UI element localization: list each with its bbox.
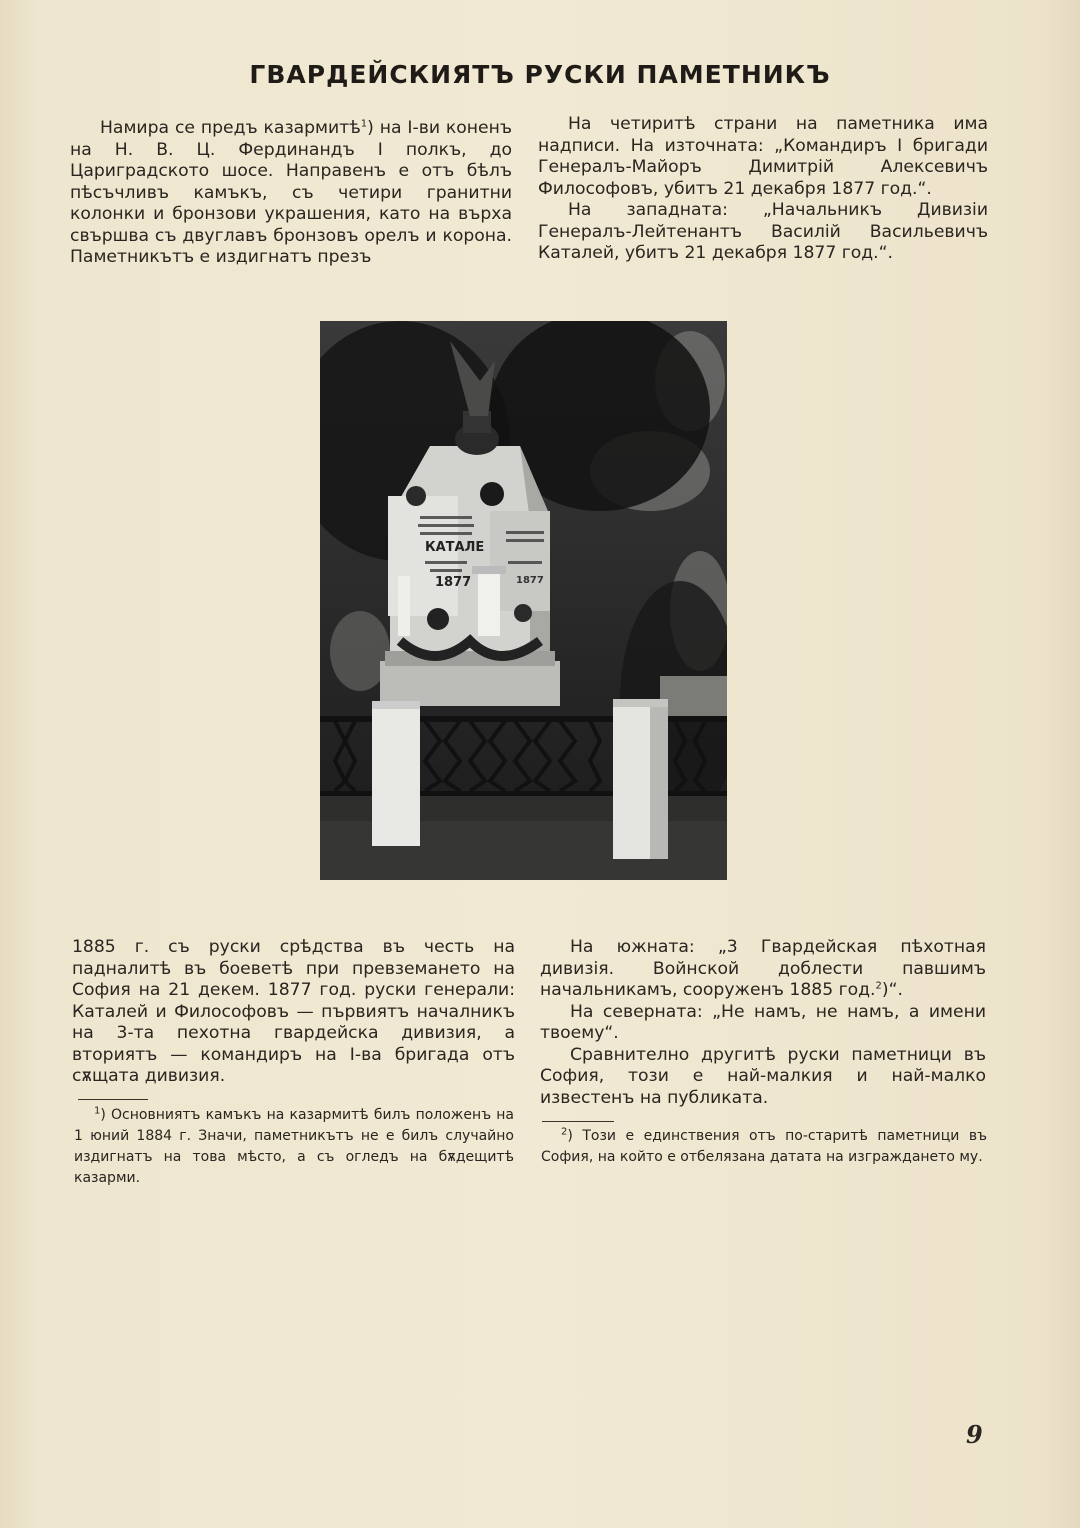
column-top-right xyxy=(538,114,988,265)
page-number: 9 xyxy=(966,1420,983,1449)
footnote-2: $^2$) Този е единствения отъ по-старитѣ паметници въ София, на който е отбелязана датата на изграждането му. xyxy=(541,1126,987,1165)
paragraph: На четиритѣ страни на паметника има надписи. На източната: „Командиръ I бригади Генералъ-Майоръ Димитрій Алексевичъ Философовъ, убитъ 21 декабря 1877 год.“. xyxy=(538,114,988,199)
monument-photo xyxy=(320,321,727,880)
column-bottom-left xyxy=(72,937,515,1088)
footnote-divider xyxy=(78,1099,148,1100)
footnote-ref: 1 xyxy=(360,118,368,130)
footnote-mark: 2 xyxy=(561,1126,568,1138)
paragraph: Сравнително другитѣ руски паметници въ София, този е най-малкия и най-малко известенъ на публиката. xyxy=(540,1044,986,1108)
inscription-year: 1877 xyxy=(435,575,472,590)
inscription-year-right: 1877 xyxy=(516,575,544,586)
inscription-name: КАТАЛЕ xyxy=(425,540,485,555)
monument-photo-svg xyxy=(320,321,727,880)
column-top-left xyxy=(70,118,512,269)
footnote-ref: 2 xyxy=(875,980,882,992)
page-title: ГВАРДЕЙСКИЯТЪ РУСКИ ПАМЕТНИКЪ xyxy=(249,60,831,89)
paragraph: На северната: „Не намъ, не намъ, а имени твоему“. xyxy=(540,1001,986,1043)
paragraph: На западната: „Начальникъ Дивизіи Генералъ-Лейтенантъ Василій Васильевичъ Каталей, убитъ 21 декабря 1877 год.“. xyxy=(538,200,988,263)
paragraph: На южната: „3 Гвардейская пѣхотная дивизія. Войнской доблести павшимъ начальникамъ, сооруженъ 1885 год.$^2$)“. xyxy=(540,937,986,1000)
column-bottom-right xyxy=(540,937,986,1109)
footnote-1: $^1$) Основниятъ камъкъ на казармитѣ билъ положенъ на 1 юний 1884 г. Значи, паметникътъ не е билъ случайно издигнатъ на това мѣсто, а съ огледъ на бѫдещитѣ казарми. xyxy=(74,1105,514,1186)
footnote-divider xyxy=(542,1121,614,1122)
paragraph: Намира се предъ казармитѣ$^1$) на I-ви коненъ на Н. В. Ц. Фердинандъ I полкъ, до Цариградското шосе. Направенъ е отъ бѣлъ пѣсъчливъ камъкъ, съ четири гранитни колонки и бронзови украшения, като на върха свършва съ двуглавъ бронзовъ орелъ и корона. Паметникътъ е издигнатъ презъ xyxy=(70,118,513,267)
footnote-mark: 1 xyxy=(94,1105,101,1117)
paragraph: 1885 г. съ руски срѣдства въ честь на падналитѣ въ боеветѣ при превземането на София на 21 декем. 1877 год. руски генерали: Каталей и Философовъ — първиятъ началникъ на 3-та пехотна гвардейска дивизия, а вториятъ — командиръ на I-ва бригада отъ сѫщата дивизия. xyxy=(72,937,515,1086)
